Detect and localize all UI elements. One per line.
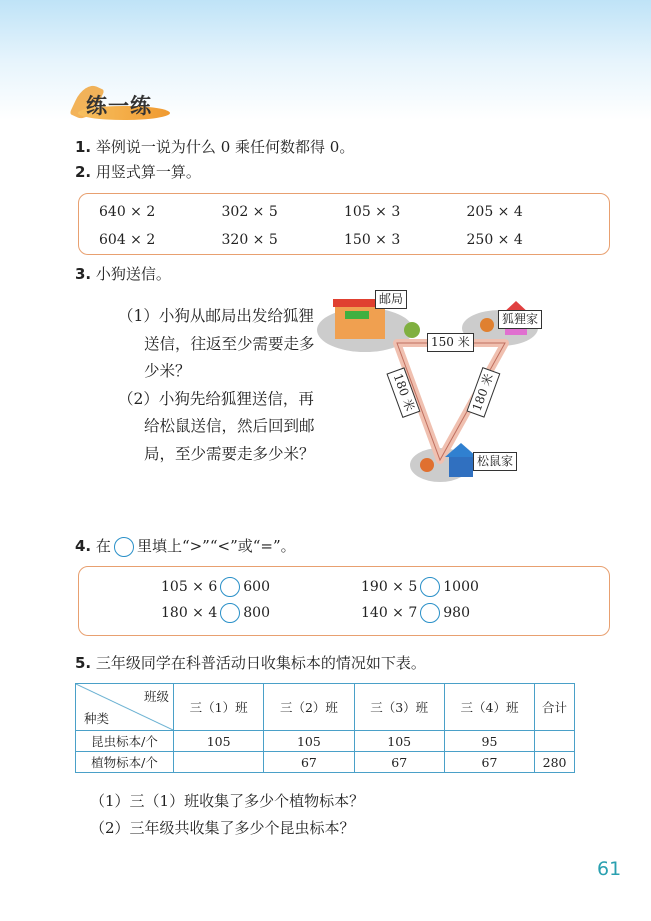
squirrel-icon bbox=[420, 458, 434, 472]
table-row bbox=[76, 752, 575, 773]
table-cell bbox=[535, 731, 575, 752]
row-label: 昆虫标本/个 bbox=[76, 731, 174, 752]
sub-question-1: （1）小狗从邮局出发给狐狸送信，往返至少需要走多少米？ bbox=[118, 307, 315, 380]
fox-icon bbox=[480, 318, 494, 332]
question-3-subs bbox=[118, 303, 328, 468]
circle-blank-icon bbox=[114, 537, 134, 557]
calc-item: 302 × 5 bbox=[221, 204, 278, 220]
answer-circle[interactable] bbox=[420, 603, 440, 623]
table-row bbox=[76, 731, 575, 752]
calc-item: 604 × 2 bbox=[99, 232, 156, 248]
column-header: 三（3）班 bbox=[354, 684, 444, 731]
table-cell bbox=[174, 752, 264, 773]
q5-sub-question-2: （2）三年级共收集了多少个昆虫标本？ bbox=[90, 819, 355, 837]
page-number: 61 bbox=[597, 858, 622, 880]
squirrel-home-label: 松鼠家 bbox=[473, 452, 517, 471]
post-office-icon bbox=[335, 305, 385, 339]
specimen-table bbox=[75, 683, 575, 773]
table-cell: 105 bbox=[264, 731, 354, 752]
compare-item: 190 × 5 1000 bbox=[361, 579, 479, 595]
table-header-row bbox=[76, 684, 575, 731]
post-office-label: 邮局 bbox=[375, 290, 407, 309]
answer-circle[interactable] bbox=[220, 577, 240, 597]
distance-fox-squirrel: 180 米 bbox=[466, 367, 500, 417]
section-title bbox=[72, 84, 172, 124]
table-cell: 67 bbox=[264, 752, 354, 773]
answer-circle[interactable] bbox=[220, 603, 240, 623]
route-map bbox=[315, 285, 545, 490]
table-cell: 67 bbox=[354, 752, 444, 773]
compare-box bbox=[78, 566, 610, 636]
question-1: 1. 举例说一说为什么 0 乘任何数都得 0。 bbox=[75, 138, 355, 156]
calc-item: 640 × 2 bbox=[99, 204, 156, 220]
dog-icon bbox=[404, 322, 420, 338]
table-cell: 280 bbox=[535, 752, 575, 773]
calc-item: 205 × 4 bbox=[466, 204, 523, 220]
column-header: 三（4）班 bbox=[444, 684, 534, 731]
table-cell: 105 bbox=[174, 731, 264, 752]
corner-cell: 班级 种类 bbox=[76, 684, 173, 730]
column-header: 三（1）班 bbox=[174, 684, 264, 731]
fox-home-label: 狐狸家 bbox=[498, 310, 542, 329]
question-5: 5. 三年级同学在科普活动日收集标本的情况如下表。 bbox=[75, 654, 426, 672]
distance-post-squirrel: 180 米 bbox=[386, 367, 420, 417]
calc-item: 320 × 5 bbox=[221, 232, 278, 248]
table-cell: 67 bbox=[444, 752, 534, 773]
column-header: 三（2）班 bbox=[264, 684, 354, 731]
calc-item: 105 × 3 bbox=[344, 204, 401, 220]
q5-sub-question-1: （1）三（1）班收集了多少个植物标本？ bbox=[90, 792, 365, 810]
question-3: 3. 小狗送信。 bbox=[75, 265, 171, 283]
column-header: 合计 bbox=[535, 684, 575, 731]
question-4: 4. 在 里填上“>”“<”或“=”。 bbox=[75, 537, 296, 555]
squirrel-house-icon bbox=[449, 455, 473, 477]
calc-item: 150 × 3 bbox=[344, 232, 401, 248]
calc-box bbox=[78, 193, 610, 255]
sub-question-2: （2）小狗先给狐狸送信，再给松鼠送信，然后回到邮局，至少需要走多少米？ bbox=[118, 389, 315, 463]
section-title-text: 练一练 bbox=[86, 94, 152, 118]
calc-item: 250 × 4 bbox=[466, 232, 523, 248]
answer-circle[interactable] bbox=[420, 577, 440, 597]
distance-post-fox: 150 米 bbox=[427, 333, 474, 352]
question-2: 2. 用竖式算一算。 bbox=[75, 163, 201, 181]
row-label: 植物标本/个 bbox=[76, 752, 174, 773]
table-cell: 95 bbox=[444, 731, 534, 752]
compare-item: 180 × 4 800 bbox=[161, 605, 270, 621]
compare-item: 140 × 7 980 bbox=[361, 605, 470, 621]
table-cell: 105 bbox=[354, 731, 444, 752]
compare-item: 105 × 6 600 bbox=[161, 579, 270, 595]
